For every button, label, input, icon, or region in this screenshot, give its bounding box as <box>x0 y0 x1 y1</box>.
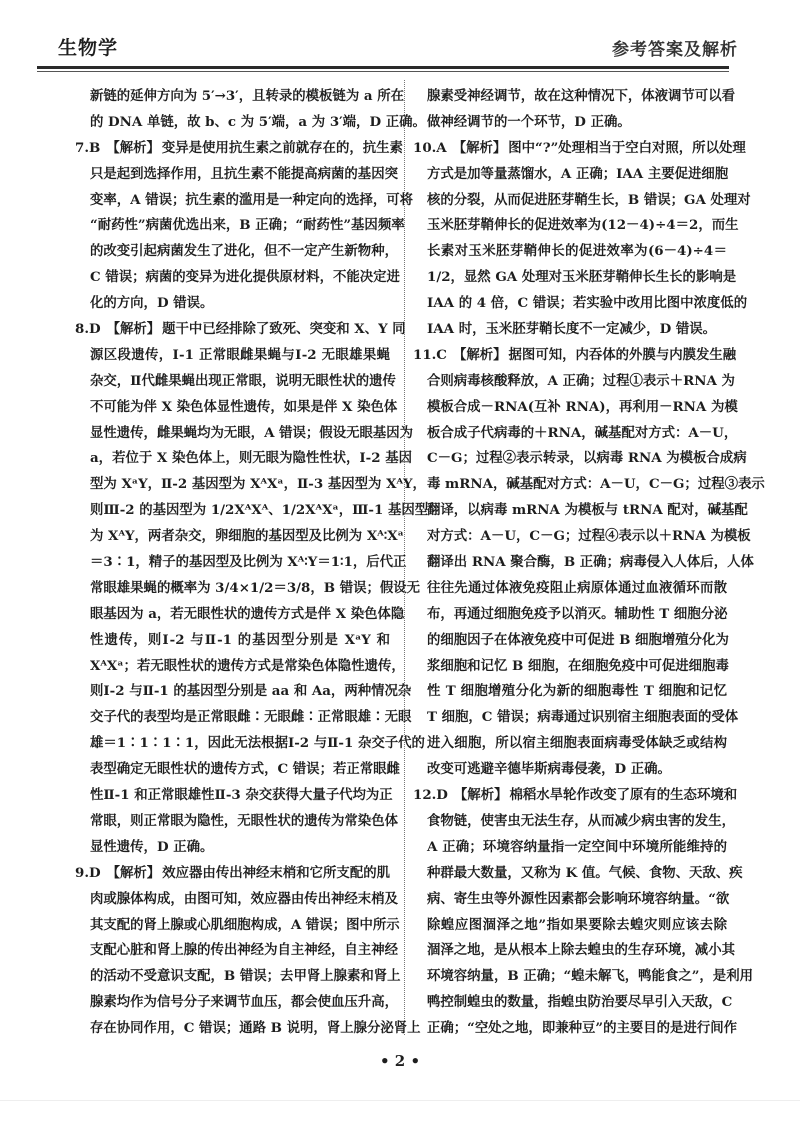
line-text: 鸭控制蝗虫的数量，指蝗虫防治要尽早引入天敌，C <box>427 994 733 1011</box>
answer-item-heading <box>75 317 406 343</box>
text-line <box>427 705 739 731</box>
text-line <box>427 938 735 964</box>
answer-item-heading <box>75 136 403 162</box>
text-line <box>427 913 727 939</box>
analysis-tag: 【解析】 <box>106 864 161 881</box>
analysis-tag: 【解析】 <box>453 787 508 804</box>
text-line <box>90 757 400 783</box>
line-text: 眼基因为 a，若无眼性状的遗传方式是伴 X 染色体隐 <box>90 605 405 622</box>
answer-item-heading <box>413 136 746 162</box>
answer-number: 12.D <box>413 787 448 804</box>
answer-number: 10.A <box>413 139 447 156</box>
text-line <box>427 239 727 265</box>
line-text: 性遗传，则Ⅰ-2 与Ⅱ-1 的基因型分别是 XᵃY 和 <box>90 631 390 648</box>
text-line <box>427 291 748 317</box>
text-line <box>427 213 739 239</box>
text-line <box>427 964 753 990</box>
line-text: 交子代的表型均是正常眼雌∶无眼雌∶正常眼雄∶无眼 <box>90 709 412 726</box>
line-text: T 细胞，C 错误；病毒通过识别宿主细胞表面的受体 <box>427 709 739 726</box>
text-line <box>90 731 425 757</box>
analysis-tag: 【解析】 <box>452 346 507 363</box>
text-line <box>90 421 414 447</box>
line-text: 的改变引起病菌发生了进化，但不一定产生新物种， <box>90 243 398 260</box>
text-line <box>427 990 733 1016</box>
text-line <box>90 835 390 861</box>
text-line <box>427 628 727 654</box>
line-text: XᴬXᵃ；若无眼性状的遗传方式是常染色体隐性遗传， <box>90 657 405 674</box>
text-line <box>90 162 398 188</box>
text-line <box>427 861 743 887</box>
text-line <box>90 602 405 628</box>
line-text: 变异是使用抗生素之前就存在的，抗生素 <box>161 139 403 156</box>
line-text: 方式是加等量蒸馏水，A 正确；IAA 主要促进细胞 <box>427 165 729 182</box>
line-text: 布，再通过细胞免疫予以消灭。辅助性 T 细胞分泌 <box>427 605 728 622</box>
line-text: a，若位于 X 染色体上，则无眼为隐性性状，Ⅰ-2 基因 <box>90 450 413 467</box>
text-line <box>427 757 727 783</box>
text-line <box>427 731 727 757</box>
line-text: 支配心脏和肾上腺的传出神经为自主神经，自主神经 <box>90 942 398 959</box>
line-text: 型为 XᵃY，Ⅱ-2 基因型为 XᴬXᵃ，Ⅱ-3 基因型为 XᴬY， <box>90 476 426 493</box>
text-line <box>90 783 393 809</box>
line-text: 食物链，使害虫无法生存，从而减少病虫害的发生， <box>427 812 735 829</box>
answer-item-heading <box>75 861 390 887</box>
text-line <box>427 809 735 835</box>
text-line <box>90 188 414 214</box>
line-text: 图中“?”处理相当于空白对照，所以处理 <box>508 139 746 156</box>
subject-title: 生物学 <box>58 37 119 59</box>
line-text: 除蝗应图涸泽之地”指如果要除去蝗灾则应该去除 <box>427 916 727 933</box>
answer-number: 9.D <box>75 864 101 881</box>
text-line <box>90 343 390 369</box>
text-line <box>90 291 390 317</box>
line-text: IAA 时，玉米胚芽鞘长度不一定减少，D 错误。 <box>427 321 717 338</box>
section-title: 参考答案及解析 <box>612 40 738 60</box>
line-text: 常眼，则正常眼为隐性，无眼性状的遗传为常染色体 <box>90 812 398 829</box>
analysis-tag: 【解析】 <box>106 139 160 156</box>
line-text: 则Ⅲ-2 的基因型为 1/2XᴬXᴬ、1/2XᴬXᵃ，Ⅲ-1 基因型 <box>90 502 429 519</box>
text-line <box>427 84 735 110</box>
text-line <box>90 472 426 498</box>
line-text: 表型确定无眼性状的遗传方式，C 错误；若正常眼雌 <box>90 761 400 778</box>
text-line <box>90 913 400 939</box>
line-text: 毒 mRNA，碱基配对方式：A－U，C－G；过程③表示 <box>427 476 765 493</box>
line-text: 性 T 细胞增殖分化为新的细胞毒性 T 细胞和记忆 <box>427 683 727 700</box>
text-line <box>90 550 407 576</box>
text-line <box>427 188 751 214</box>
text-line <box>90 395 398 421</box>
line-text: 的 DNA 单链，故 b、c 为 5′端，a 为 3′端，D 正确。 <box>90 113 426 130</box>
text-line <box>90 498 429 524</box>
text-line <box>427 421 738 447</box>
line-text: 涸泽之地，是从根本上除去蝗虫的生存环境，减小其 <box>427 942 735 959</box>
line-text: 雄＝1∶1∶1∶1，因此无法根据Ⅰ-2 与Ⅱ-1 杂交子代的 <box>90 735 425 752</box>
line-text: ＝3∶1，精子的基因型及比例为 Xᴬ∶Y＝1∶1，后代正 <box>90 554 407 571</box>
line-text: 核的分裂，从而促进胚芽鞘生长，B 错误；GA 处理对 <box>427 191 751 208</box>
text-line <box>90 938 398 964</box>
line-text: 性Ⅱ-1 和正常眼雄性Ⅱ-3 杂交获得大量子代均为正 <box>90 787 393 804</box>
line-text: 化的方向，D 错误。 <box>90 295 214 312</box>
line-text: A 正确；环境容纳量指一定空间中环境所能维持的 <box>427 838 727 855</box>
line-text: 常眼雄果蝇的概率为 3/4×1/2＝3/8，B 错误；假设无 <box>90 579 421 596</box>
text-line <box>90 446 413 472</box>
footer-divider <box>0 1100 800 1101</box>
text-line <box>427 472 765 498</box>
text-line <box>427 835 727 861</box>
line-text: 病、寄生虫等外源性因素都会影响环境容纳量。“欲 <box>427 890 730 907</box>
text-line <box>90 369 396 395</box>
header-rule <box>37 66 729 69</box>
line-text: 1/2，显然 GA 处理对玉米胚芽鞘伸长生长的影响是 <box>427 269 737 286</box>
line-text: IAA 的 4 倍，C 错误；若实验中改用比图中浓度低的 <box>427 295 748 312</box>
analysis-tag: 【解析】 <box>106 321 161 338</box>
line-text: 模板合成－RNA(互补 RNA)，再利用－RNA 为模 <box>427 398 738 415</box>
text-line <box>90 809 398 835</box>
line-text: 做神经调节的一个环节，D 正确。 <box>427 113 631 130</box>
text-line <box>427 550 754 576</box>
line-text: 长素对玉米胚芽鞘伸长的促进效率为(6－4)÷4＝ <box>427 243 727 260</box>
text-line <box>427 576 727 602</box>
page-number: • 2 • <box>379 1052 421 1070</box>
text-line <box>427 1016 737 1042</box>
line-text: 其支配的肾上腺或心肌细胞构成，A 错误；图中所示 <box>90 916 400 933</box>
text-line <box>90 887 398 913</box>
line-text: 板合成子代病毒的＋RNA，碱基配对方式：A－U， <box>427 424 738 441</box>
line-text: 效应器由传出神经末梢和它所支配的肌 <box>162 864 391 881</box>
line-text: 显性遗传，雌果蝇均为无眼，A 错误；假设无眼基因为 <box>90 424 414 441</box>
text-line <box>90 524 404 550</box>
line-text: 不可能为伴 X 染色体显性遗传，如果是伴 X 染色体 <box>90 398 398 415</box>
text-line <box>90 84 404 110</box>
analysis-tag: 【解析】 <box>452 139 507 156</box>
answer-item-heading <box>413 783 738 809</box>
text-line <box>427 679 727 705</box>
text-line <box>427 395 738 421</box>
line-text: 的活动不受意识支配，B 错误；去甲肾上腺素和肾上 <box>90 968 401 985</box>
text-line <box>427 524 751 550</box>
text-line <box>427 602 727 628</box>
line-text: 往往先通过体液免疫阻止病原体通过血液循环而散 <box>427 579 727 596</box>
line-text: 腺素受神经调节，故在这种情况下，体液调节可以看 <box>427 88 735 104</box>
text-line <box>427 446 747 472</box>
text-line <box>427 887 730 913</box>
line-text: 翻译出 RNA 聚合酶，B 正确；病毒侵入人体后，人体 <box>427 554 754 571</box>
text-line <box>90 654 405 680</box>
line-text: 变率，A 错误；抗生素的滥用是一种定向的选择，可将 <box>90 191 414 208</box>
text-line <box>90 213 405 239</box>
line-text: 改变可逃避辛德毕斯病毒侵袭，D 正确。 <box>427 761 671 778</box>
line-text: 杂交，Ⅱ代雌果蝇出现正常眼，说明无眼性状的遗传 <box>90 372 396 389</box>
line-text: 只是起到选择作用，且抗生素不能提高病菌的基因突 <box>90 165 398 182</box>
text-line <box>427 654 727 680</box>
line-text: 正确；“空处之地，即兼种豆”的主要目的是进行间作 <box>427 1020 737 1037</box>
line-text: 合则病毒核酸释放，A 正确；过程①表示＋RNA 为 <box>427 372 735 389</box>
line-text: 题干中已经排除了致死、突变和 X、Y 同 <box>162 321 406 338</box>
text-line <box>427 317 727 343</box>
line-text: 肉或腺体构成，由图可知，效应器由传出神经末梢及 <box>90 890 398 907</box>
line-text: 源区段遗传，Ⅰ-1 正常眼雌果蝇与Ⅰ-2 无眼雄果蝇 <box>90 346 390 363</box>
line-text: 存在协同作用，C 错误；通路 B 说明，肾上腺分泌肾上 <box>90 1020 421 1037</box>
line-text: 显性遗传，D 正确。 <box>90 838 214 855</box>
line-text: C 错误；病菌的变异为进化提供原材料，不能决定进 <box>90 269 400 286</box>
text-line <box>90 679 412 705</box>
left-column <box>75 84 429 1042</box>
line-text: 种群最大数量，又称为 K 值。气候、食物、天敌、疾 <box>427 864 743 881</box>
answer-number: 8.D <box>75 321 101 338</box>
text-line <box>427 265 737 291</box>
text-line <box>90 576 421 602</box>
line-text: 据图可知，内吞体的外膜与内膜发生融 <box>508 346 737 363</box>
text-line <box>90 964 401 990</box>
answer-item-heading <box>413 343 737 369</box>
text-line <box>427 498 748 524</box>
text-line <box>90 628 390 654</box>
text-line <box>90 265 400 291</box>
right-column <box>413 84 765 1042</box>
text-line <box>90 705 412 731</box>
line-text: 玉米胚芽鞘伸长的促进效率为(12－4)÷4＝2，而生 <box>427 217 739 234</box>
line-text: 进入细胞，所以宿主细胞表面病毒受体缺乏或结构 <box>427 735 727 752</box>
line-text: 环境容纳量，B 正确；“蝗未解飞，鸭能食之”，是利用 <box>427 968 753 985</box>
text-line <box>90 1016 421 1042</box>
line-text: 翻译，以病毒 mRNA 为模板与 tRNA 配对，碱基配 <box>427 502 748 519</box>
line-text: “耐药性”病菌优选出来，B 正确；“耐药性”基因频率 <box>90 217 405 234</box>
line-text: 浆细胞和记忆 B 细胞，在细胞免疫中可促进细胞毒 <box>427 657 729 674</box>
line-text: 腺素均作为信号分子来调节血压，都会使血压升高， <box>90 994 398 1011</box>
answer-number: 11.C <box>413 346 447 363</box>
line-text: 则Ⅰ-2 与Ⅱ-1 的基因型分别是 aa 和 Aa，两种情况杂 <box>90 683 412 700</box>
header-rule-thin <box>37 71 729 72</box>
column-divider <box>404 80 405 1035</box>
answer-number: 7.B <box>75 139 101 156</box>
line-text: 为 XᴬY，两者杂交，卵细胞的基因型及比例为 Xᴬ∶Xᵃ <box>90 528 404 545</box>
text-line <box>427 162 727 188</box>
text-line <box>90 110 426 136</box>
line-text: 对方式：A－U，C－G；过程④表示以＋RNA 为模板 <box>427 528 751 545</box>
line-text: 棉稻水旱轮作改变了原有的生态环境和 <box>509 787 738 804</box>
text-line <box>427 110 727 136</box>
line-text: 新链的延伸方向为 5′→3′，且转录的模板链为 a 所在 <box>90 88 404 104</box>
line-text: C－G；过程②表示转录，以病毒 RNA 为模板合成病 <box>427 450 747 467</box>
text-line <box>427 369 735 395</box>
text-line <box>90 990 398 1016</box>
text-line <box>90 239 398 265</box>
line-text: 的细胞因子在体液免疫中可促进 B 细胞增殖分化为 <box>427 631 729 648</box>
